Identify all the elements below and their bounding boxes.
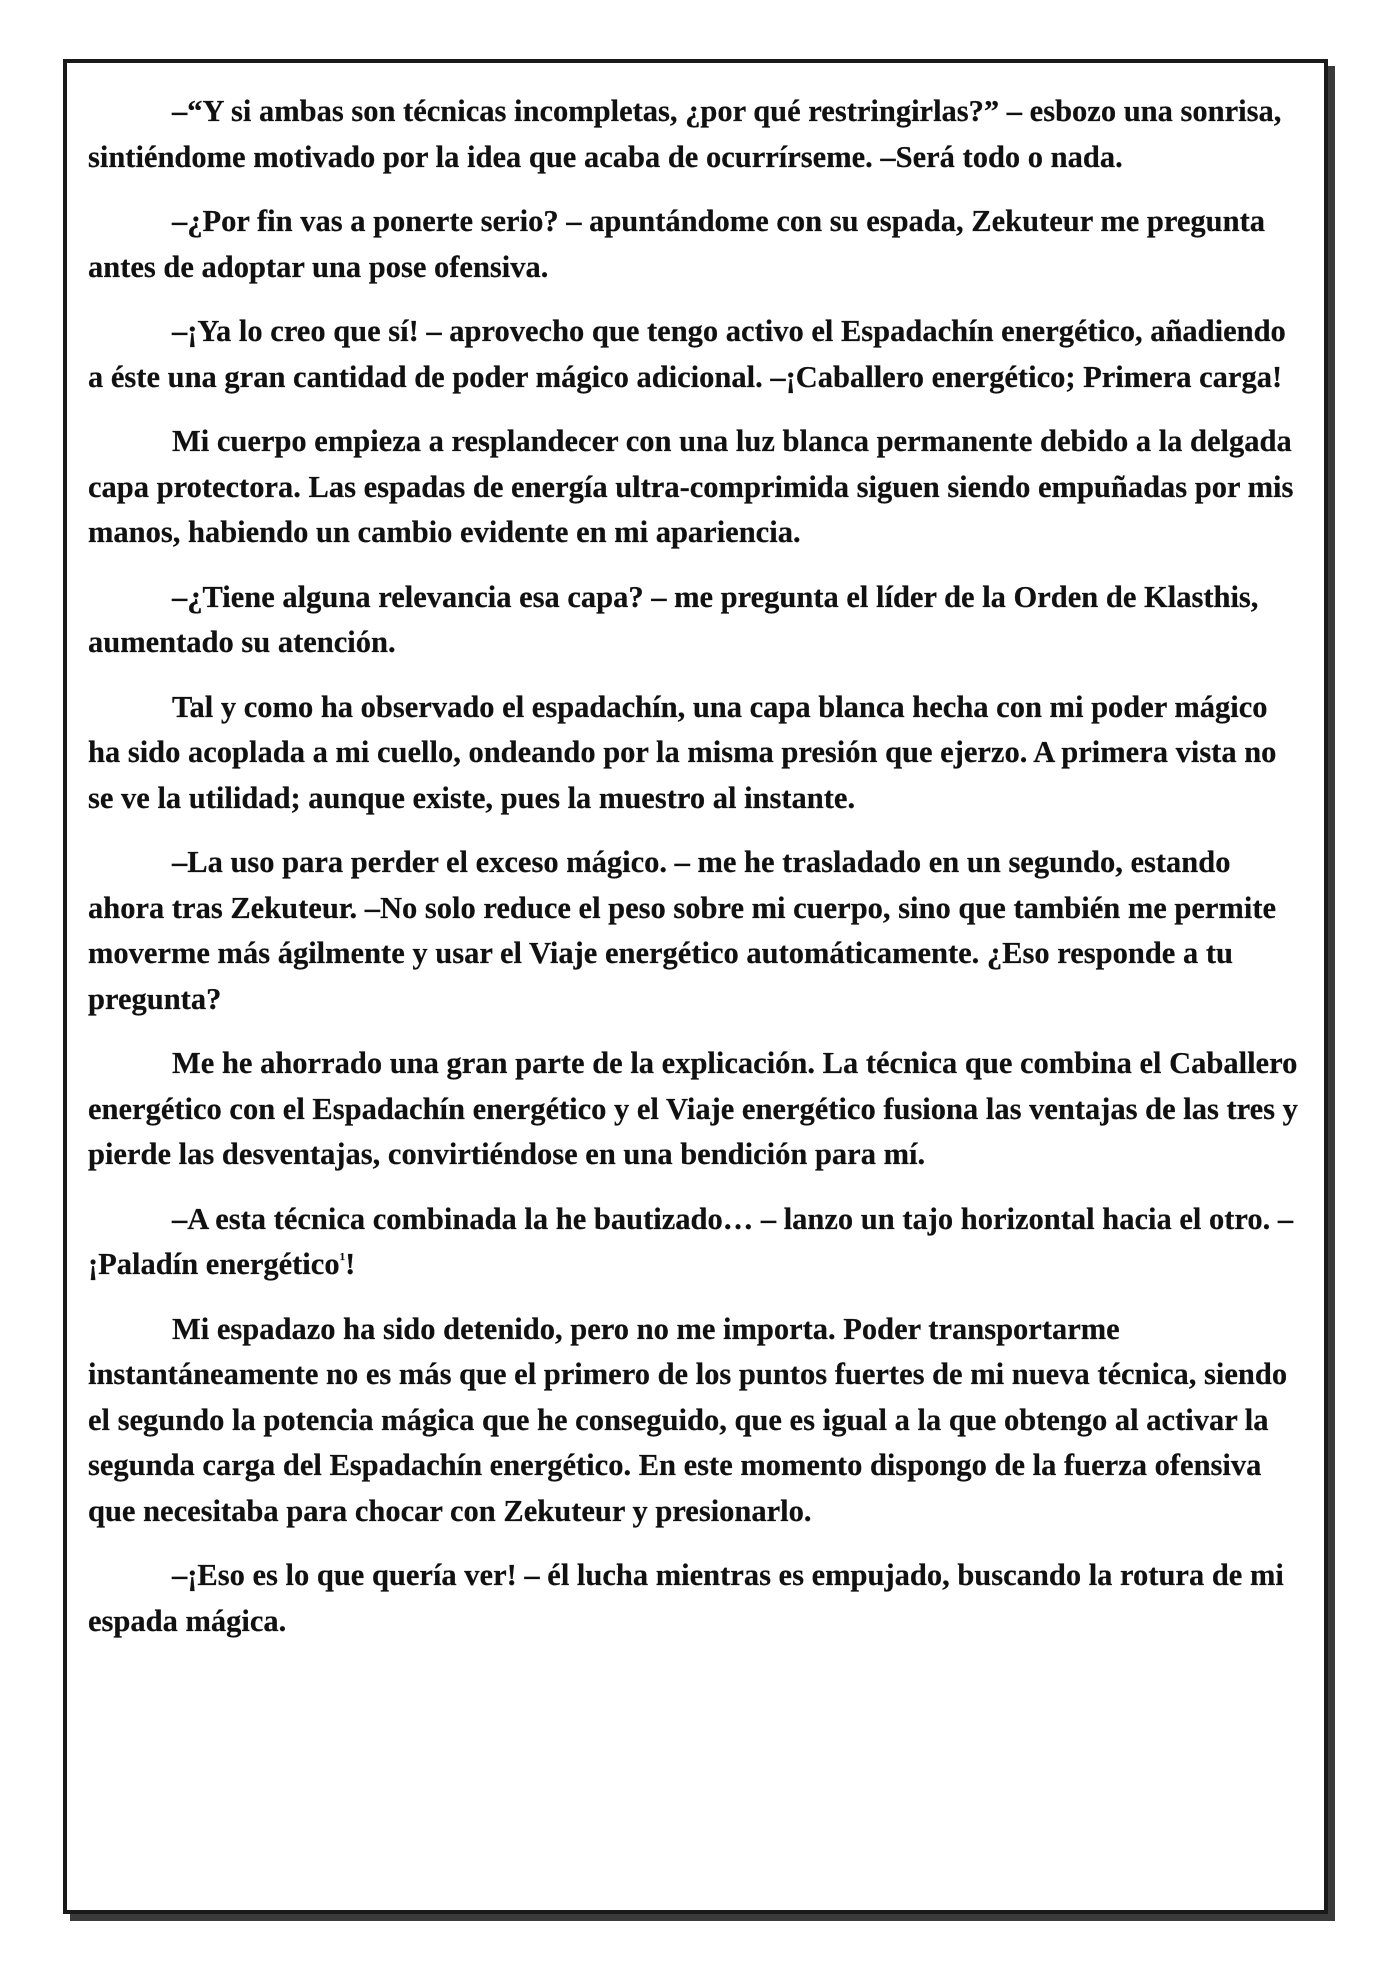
paragraph-2: –¿Por fin vas a ponerte serio? – apuntándome con su espada, Zekuteur me pregunta antes de adoptar una pose ofensiva. bbox=[88, 204, 1265, 284]
paragraph-5: –¿Tiene alguna relevancia esa capa? – me pregunta el líder de la Orden de Klasthis, aumentado su atención. bbox=[88, 579, 1259, 659]
paragraph-7: –La uso para perder el exceso mágico. – me he trasladado en un segundo, estando ahora tras Zekuteur. –No solo reduce el peso sobre mi cuerpo, sino que también me permite moverme más ágilmente y usar el Viaje energético automáticamente. ¿Eso responde a tu pregunta? bbox=[88, 845, 1277, 1016]
page-frame bbox=[63, 59, 1328, 1914]
paragraph-10: Mi espadazo ha sido detenido, pero no me importa. Poder transportarme instantáneamente no es más que el primero de los puntos fuertes de mi nueva técnica, siendo el segundo la potencia mágica que he conseguido, que es igual a la que obtengo al activar la segunda carga del Espadachín energético. En este momento dispongo de la fuerza ofensiva que necesitaba para chocar con Zekuteur y presionarlo. bbox=[88, 1311, 1288, 1528]
paragraph-4: Mi cuerpo empieza a resplandecer con una luz blanca permanente debido a la delgada capa protectora. Las espadas de energía ultra-comprimida siguen siendo empuñadas por mis manos, habiendo un cambio evidente en mi apariencia. bbox=[88, 424, 1294, 549]
paragraph-11: –¡Eso es lo que quería ver! – él lucha mientras es empujado, buscando la rotura de mi espada mágica. bbox=[88, 1558, 1284, 1638]
paragraph-8: Me he ahorrado una gran parte de la explicación. La técnica que combina el Caballero energético con el Espadachín energético y el Viaje energético fusiona las ventajas de las tres y pierde las desventajas, convirtiéndose en una bendición para mí. bbox=[88, 1046, 1298, 1171]
paragraph-3: –¡Ya lo creo que sí! – aprovecho que tengo activo el Espadachín energético, añadiendo a éste una gran cantidad de poder mágico adicional. –¡Caballero energético; Primera carga! bbox=[88, 314, 1286, 394]
footnote-reference[interactable]: 1 bbox=[339, 1251, 346, 1263]
paragraph-6: Tal y como ha observado el espadachín, una capa blanca hecha con mi poder mágico ha sido acoplada a mi cuello, ondeando por la misma presión que ejerzo. A primera vista no se ve la utilidad; aunque existe, pues la muestro al instante. bbox=[88, 689, 1277, 815]
paragraph-1: –“Y si ambas son técnicas incompletas, ¿por qué restringirlas?” – esbozo una sonrisa, sintiéndome motivado por la idea que acaba de ocurrírseme. –Será todo o nada. bbox=[88, 94, 1282, 174]
paragraph-9-tail: ! bbox=[345, 1247, 356, 1281]
document-body bbox=[88, 89, 1306, 1663]
paragraph-9 bbox=[88, 1197, 1306, 1288]
paragraph-9-text: –A esta técnica combinada la he bautizado… – lanzo un tajo horizontal hacia el otro. –¡Paladín energético bbox=[88, 1201, 1294, 1281]
